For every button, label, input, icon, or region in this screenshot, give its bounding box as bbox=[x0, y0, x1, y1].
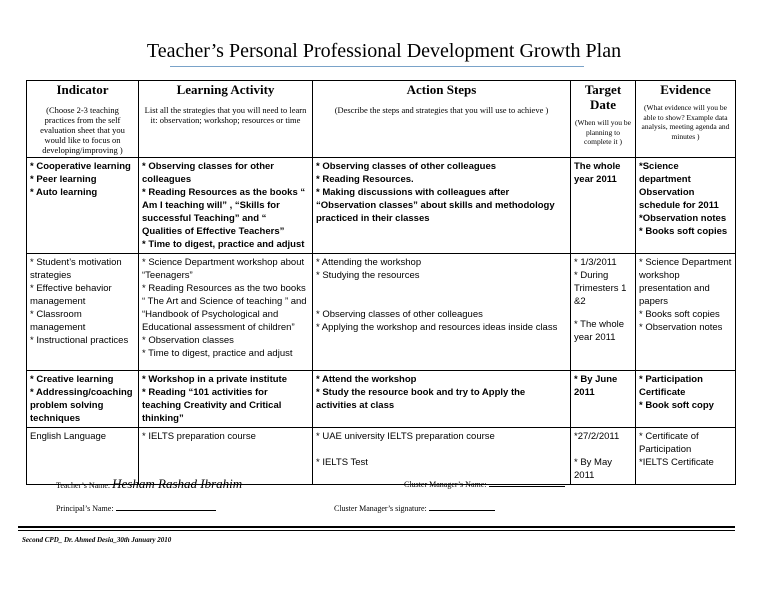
indicator-cell: * Cooperative learning * Peer learning * Auto learning bbox=[27, 158, 139, 254]
evidence-cell: * Participation Certificate * Book soft copy bbox=[636, 371, 736, 428]
action-cell: * UAE university IELTS preparation course * IELTS Test bbox=[313, 428, 571, 485]
page-title: Teacher’s Personal Professional Development Growth Plan bbox=[146, 40, 622, 62]
teacher-name-row bbox=[56, 476, 242, 492]
cluster-manager-name-label: Cluster Manager’s Name: bbox=[404, 480, 487, 489]
footer-rule-thick bbox=[18, 526, 735, 528]
cluster-manager-signature-label: Cluster Manager’s signature: bbox=[334, 504, 427, 513]
header-evidence: Evidence (What evidence will you be able to show? Example data analysis, meeting agenda and minutes ) bbox=[636, 81, 736, 158]
footer-rule-thin bbox=[18, 530, 735, 531]
header-action-steps: Action Steps (Describe the steps and strategies that you will use to achieve ) bbox=[313, 81, 571, 158]
action-cell: * Attend the workshop * Study the resource book and try to Apply the activities at class bbox=[313, 371, 571, 428]
teacher-name-label: Teacher’s Name: bbox=[56, 481, 111, 490]
growth-plan-table bbox=[26, 80, 736, 485]
header-row bbox=[27, 81, 736, 158]
table-row bbox=[27, 158, 736, 254]
cluster-manager-signature-row bbox=[334, 502, 495, 513]
indicator-cell: English Language bbox=[27, 428, 139, 485]
table-row bbox=[27, 254, 736, 371]
action-cell: * Attending the workshop * Studying the resources * Observing classes of other colleagues * Applying the workshop and resources ideas inside class bbox=[313, 254, 571, 371]
header-learning-activity: Learning Activity List all the strategies that you will need to learn it: observation; workshop; resources or time bbox=[139, 81, 313, 158]
action-cell: * Observing classes of other colleagues * Reading Resources. * Making discussions with colleagues after “Observation classes” about skills and methodology practiced in their classes bbox=[313, 158, 571, 254]
evidence-cell: *Science department Observation schedule for 2011 *Observation notes * Books soft copies bbox=[636, 158, 736, 254]
header-target-date: Target Date (When will you be planning to complete it ) bbox=[571, 81, 636, 158]
teacher-name-value: Hesham Rashad Ibrahim bbox=[112, 476, 243, 491]
learning-cell: * Science Department workshop about “Teenagers” * Reading Resources as the two books “ The Art and Science of teaching ” and “Handbook of Psychological and Educational assessment of children” * Observation classes * Time to digest, practice and adjust bbox=[139, 254, 313, 371]
principal-name-row bbox=[56, 502, 216, 513]
learning-cell: * Workshop in a private institute * Reading “101 activities for teaching Creativity and Critical thinking” bbox=[139, 371, 313, 428]
principal-name-label: Principal’s Name: bbox=[56, 504, 114, 513]
table-row bbox=[27, 371, 736, 428]
header-indicator: Indicator (Choose 2-3 teaching practices from the self evaluation sheet that you would like to focus on developing/improving ) bbox=[27, 81, 139, 158]
principal-name-blank bbox=[116, 502, 216, 511]
learning-cell: * IELTS preparation course bbox=[139, 428, 313, 485]
target-cell: *27/2/2011 * By May 2011 bbox=[571, 428, 636, 485]
footer-text: Second CPD_ Dr. Ahmed Desia_30th January 2010 bbox=[22, 536, 172, 544]
cluster-manager-name-row bbox=[404, 478, 565, 489]
cluster-manager-name-blank bbox=[489, 478, 565, 487]
target-cell: * By June 2011 bbox=[571, 371, 636, 428]
target-cell: The whole year 2011 bbox=[571, 158, 636, 254]
indicator-cell: * Student’s motivation strategies * Effective behavior management * Classroom management * Instructional practices bbox=[27, 254, 139, 371]
indicator-cell: * Creative learning * Addressing/coaching problem solving techniques bbox=[27, 371, 139, 428]
target-cell: * 1/3/2011 * During Trimesters 1 &2 * The whole year 2011 bbox=[571, 254, 636, 371]
title-underline bbox=[170, 66, 584, 67]
learning-cell: * Observing classes for other colleagues * Reading Resources as the books “ Am I teaching will” , “Skills for successful Teaching” and “ Qualities of Effective Teachers” * Time to digest, practice and adjust bbox=[139, 158, 313, 254]
cluster-manager-signature-blank bbox=[429, 502, 495, 511]
evidence-cell: * Certificate of Participation *IELTS Certificate bbox=[636, 428, 736, 485]
evidence-cell: * Science Department workshop presentation and papers * Books soft copies * Observation notes bbox=[636, 254, 736, 371]
